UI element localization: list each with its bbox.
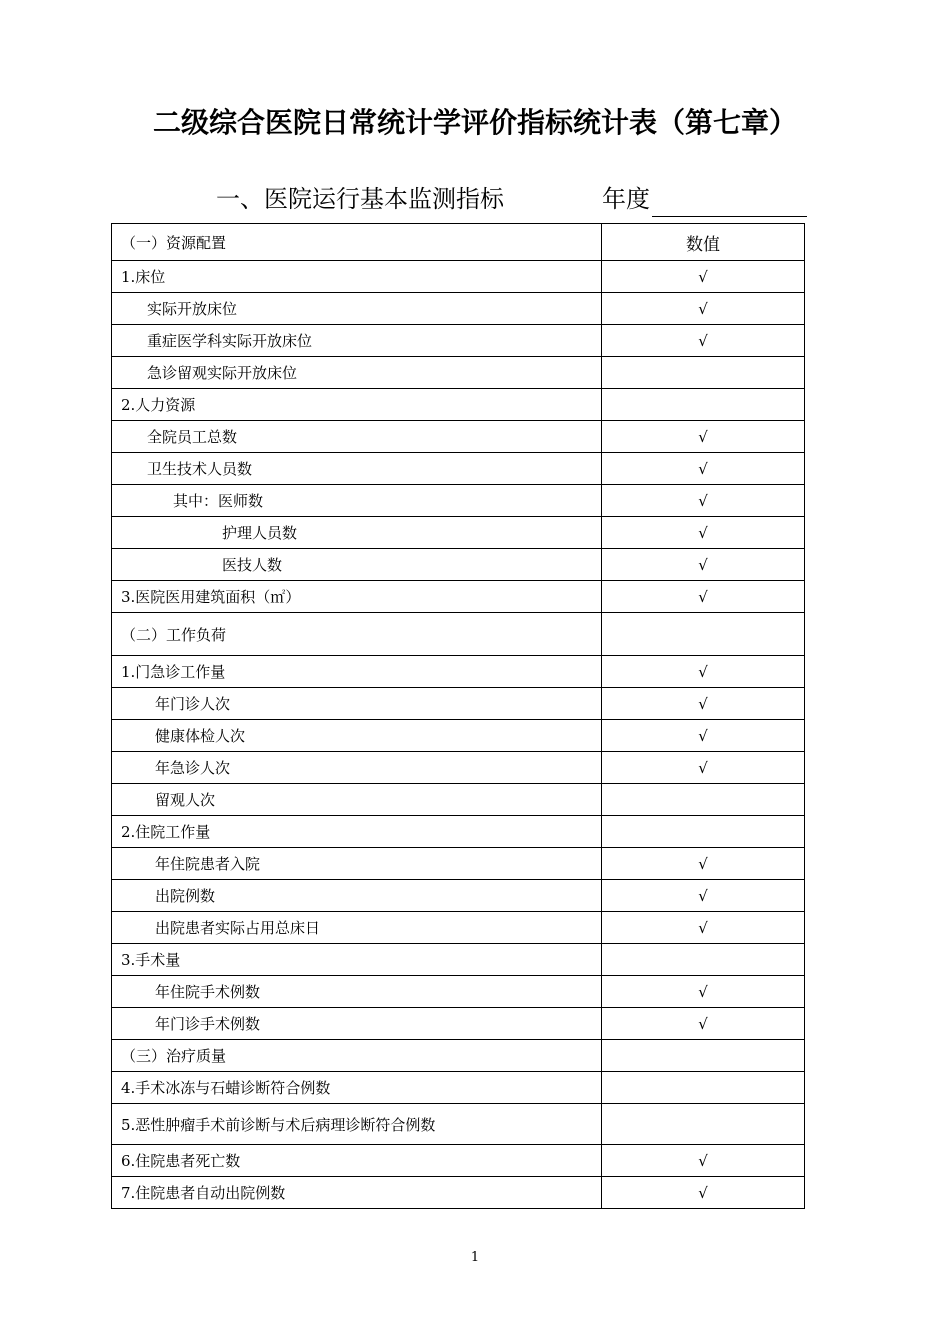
section-header-resources: （一）资源配置 xyxy=(112,224,602,261)
row-label: 6.住院患者死亡数 xyxy=(112,1145,602,1177)
row-label: 2.住院工作量 xyxy=(112,816,602,848)
row-label: 实际开放床位 xyxy=(112,293,602,325)
value-column-header: 数值 xyxy=(602,224,805,261)
row-value: √ xyxy=(602,453,805,485)
row-label: 护理人员数 xyxy=(112,517,602,549)
table-row xyxy=(112,976,805,1008)
year-label: 年度 xyxy=(602,185,650,213)
table-section-row xyxy=(112,613,805,656)
row-value: √ xyxy=(602,848,805,880)
row-label: 年急诊人次 xyxy=(112,752,602,784)
table-row xyxy=(112,261,805,293)
row-label: 留观人次 xyxy=(112,784,602,816)
row-label: 重症医学科实际开放床位 xyxy=(112,325,602,357)
row-value: √ xyxy=(602,293,805,325)
row-label: 3.医院医用建筑面积（㎡） xyxy=(112,581,602,613)
table-row xyxy=(112,485,805,517)
row-value xyxy=(602,944,805,976)
row-label: 卫生技术人员数 xyxy=(112,453,602,485)
row-value: √ xyxy=(602,517,805,549)
row-label: 全院员工总数 xyxy=(112,421,602,453)
row-value: √ xyxy=(602,720,805,752)
table-row xyxy=(112,848,805,880)
row-value: √ xyxy=(602,752,805,784)
row-label: 医技人数 xyxy=(112,549,602,581)
row-label: 年门诊手术例数 xyxy=(112,1008,602,1040)
row-value: √ xyxy=(602,325,805,357)
table-row xyxy=(112,389,805,421)
row-value: √ xyxy=(602,549,805,581)
table-row xyxy=(112,752,805,784)
row-value: √ xyxy=(602,581,805,613)
table-row xyxy=(112,1177,805,1209)
table-row xyxy=(112,325,805,357)
year-fill-line xyxy=(652,216,807,217)
section-header-workload: （二）工作负荷 xyxy=(112,613,602,656)
section-header-treatment-quality: （三）治疗质量 xyxy=(112,1040,602,1072)
row-label: 3.手术量 xyxy=(112,944,602,976)
row-value xyxy=(602,613,805,656)
row-value xyxy=(602,1104,805,1145)
table-row xyxy=(112,581,805,613)
row-value: √ xyxy=(602,261,805,293)
row-label: 2.人力资源 xyxy=(112,389,602,421)
row-value: √ xyxy=(602,1145,805,1177)
row-label: 其中：医师数 xyxy=(112,485,602,517)
row-label: 健康体检人次 xyxy=(112,720,602,752)
row-label: 出院例数 xyxy=(112,880,602,912)
row-value: √ xyxy=(602,485,805,517)
table-row xyxy=(112,1072,805,1104)
table-section-row xyxy=(112,1040,805,1072)
table-row xyxy=(112,421,805,453)
row-value: √ xyxy=(602,912,805,944)
row-value: √ xyxy=(602,1008,805,1040)
row-value xyxy=(602,1040,805,1072)
row-value: √ xyxy=(602,1177,805,1209)
table-row xyxy=(112,656,805,688)
table-row xyxy=(112,784,805,816)
table-row xyxy=(112,1145,805,1177)
table-row xyxy=(112,688,805,720)
table-row xyxy=(112,912,805,944)
row-value: √ xyxy=(602,421,805,453)
row-value: √ xyxy=(602,976,805,1008)
table-row xyxy=(112,816,805,848)
table-row xyxy=(112,944,805,976)
section-subtitle: 一、医院运行基本监测指标 xyxy=(216,185,504,213)
row-label: 年门诊人次 xyxy=(112,688,602,720)
table-row xyxy=(112,453,805,485)
row-value xyxy=(602,389,805,421)
row-label: 7.住院患者自动出院例数 xyxy=(112,1177,602,1209)
row-value: √ xyxy=(602,688,805,720)
row-label: 年住院手术例数 xyxy=(112,976,602,1008)
table-row xyxy=(112,880,805,912)
table-row xyxy=(112,549,805,581)
document-title: 二级综合医院日常统计学评价指标统计表（第七章） xyxy=(152,106,797,139)
row-value xyxy=(602,784,805,816)
row-value: √ xyxy=(602,656,805,688)
table-header-row xyxy=(112,224,805,261)
row-label: 急诊留观实际开放床位 xyxy=(112,357,602,389)
statistics-table xyxy=(111,223,805,1209)
row-label: 年住院患者入院 xyxy=(112,848,602,880)
table-row xyxy=(112,720,805,752)
table-row xyxy=(112,517,805,549)
row-label: 1.床位 xyxy=(112,261,602,293)
table-row xyxy=(112,1104,805,1145)
page-number: 1 xyxy=(470,1250,480,1265)
table-row xyxy=(112,1008,805,1040)
row-label: 5.恶性肿瘤手术前诊断与术后病理诊断符合例数 xyxy=(112,1104,602,1145)
row-label: 4.手术冰冻与石蜡诊断符合例数 xyxy=(112,1072,602,1104)
row-label: 1.门急诊工作量 xyxy=(112,656,602,688)
row-value xyxy=(602,1072,805,1104)
row-value xyxy=(602,357,805,389)
row-value xyxy=(602,816,805,848)
row-value: √ xyxy=(602,880,805,912)
table-row xyxy=(112,293,805,325)
row-label: 出院患者实际占用总床日 xyxy=(112,912,602,944)
table-row xyxy=(112,357,805,389)
